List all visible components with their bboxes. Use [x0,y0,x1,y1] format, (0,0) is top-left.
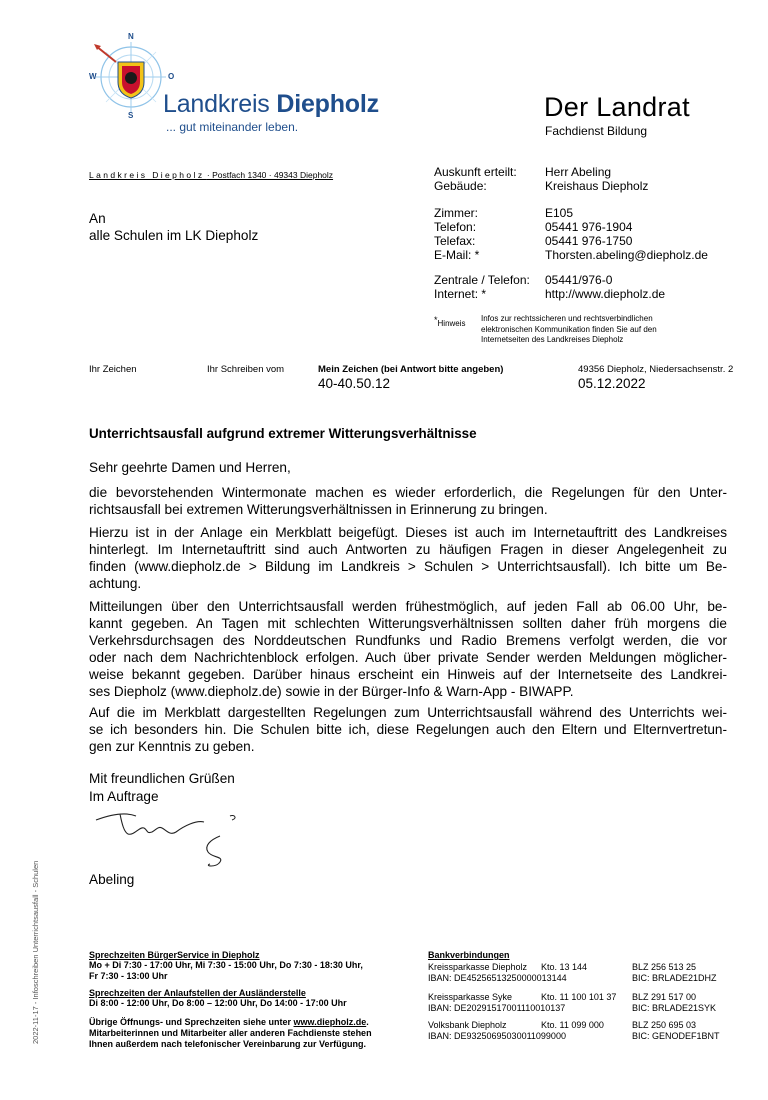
county-tagline: ... gut miteinander leben. [166,120,299,134]
sender-org: Landkreis Diepholz [89,170,205,180]
bank2-account: Kto. 11 100 101 37 [541,992,617,1002]
compass-o-label: O [168,72,175,81]
paragraph-2 [89,524,727,592]
footer-uebrige-pre: Übrige Öffnungs- und Sprechzeiten siehe unter [89,1017,294,1027]
closing-on-behalf: Im Auftrage [89,789,159,804]
handwritten-signature [92,806,252,875]
footer-uebrige-line-1 [89,1017,409,1028]
footer-website-link[interactable]: www.diepholz.de [293,1017,367,1027]
telefon-value: 05441 976-1904 [545,220,633,234]
footer-auslaender-heading: Sprechzeiten der Anlaufstellen der Ausländerstelle [89,988,306,998]
email-label: E-Mail: * [434,248,480,262]
contact-block-3 [434,273,665,301]
hinweis-label: Hinweis [437,319,466,328]
hinweis-text-line-2: elektronischen Kommunikation finden Sie auf den [481,324,657,334]
auskunft-value: Herr Abeling [545,165,612,179]
hinweis-text-line-1: Infos zur rechtssicheren und rechtsverbindlichen [481,314,653,323]
paragraph-4-line: Auf die im Merkblatt dargestellten Regelungen zum Unterrichtsausfall während des Unterrichts wei- [89,705,727,720]
sender-address-line [89,170,333,180]
auskunft-label: Auskunft erteilt: [434,165,517,179]
closing-greeting: Mit freundlichen Grüßen [89,771,235,786]
footer-auslaender-line: Di 8:00 - 12:00 Uhr, Do 8:00 – 12:00 Uhr, Do 14:00 - 17:00 Uhr [89,998,347,1008]
hinweis-star: * [434,315,438,325]
internet-label: Internet: * [434,287,487,301]
bank3-account: Kto. 11 099 000 [541,1020,604,1030]
paragraph-3 [89,598,727,700]
bank3-blz: BLZ 250 695 03 [632,1020,697,1030]
gebaeude-label: Gebäude: [434,179,487,193]
hinweis-text [481,314,657,346]
letter-subtitle: Fachdienst Bildung [545,124,648,138]
zimmer-label: Zimmer: [434,206,478,220]
mein-zeichen-value: 40-40.50.12 [318,376,391,391]
telefax-label: Telefax: [434,234,476,248]
paragraph-4-line: gen zur Kenntnis zu geben. [89,739,255,754]
paragraph-4 [89,704,727,755]
paragraph-3-line: Mitteilungen über den Unterrichtsausfall werden frühestmöglich, auf jeden Fall ab 06.00 Uhr, be- [89,599,727,614]
county-name [163,90,379,119]
mein-zeichen-label: Mein Zeichen (bei Antwort bitte angeben) [318,364,504,375]
paragraph-4-line: se ich besonders hin. Die Schulen bitte ich, diese Regelungen auch den Eltern und Elternvertretun- [89,722,727,737]
telefax-value: 05441 976-1750 [545,234,633,248]
footer-uebrige-line-3: Ihnen außerdem nach telefonischer Vereinbarung zur Verfügung. [89,1039,367,1049]
paragraph-3-line: weise bekannt gegeben. Darüber hinaus erscheint ein Hinweis auf der Internetseite des Landkrei- [89,667,727,682]
ort-label: 49356 Diepholz, Niedersachsenstr. 2 [578,364,734,375]
paragraph-3-line: kannt gegeben. An Tagen mit schlechten Witterungsverhältnissen sollten daher früh morgens die [89,616,727,631]
zimmer-value: E105 [545,206,574,220]
telefon-label: Telefon: [434,220,477,234]
footer-office-hours [89,950,409,1050]
county-name-light: Landkreis [163,90,277,118]
recipient-block [89,210,258,244]
footer-uebrige-post: . [366,1017,369,1027]
paragraph-3-line: Verkehrsdurchsagen des Norddeutschen Rundfunks und Radio Bremens verfolgt werden, die vor [89,633,727,648]
compass-w-label: W [89,72,97,81]
bank1-blz: BLZ 256 513 25 [632,962,697,972]
bank2-bic: BIC: BRLADE21SYK [632,1003,717,1013]
compass-s-label: S [128,111,134,120]
internet-link[interactable]: http://www.diepholz.de [545,287,666,301]
zentrale-label: Zentrale / Telefon: [434,273,530,287]
letter-subject: Unterrichtsausfall aufgrund extremer Witterungsverhältnisse [89,426,477,441]
paragraph-2-line: Hierzu ist in der Anlage ein Merkblatt beigefügt. Dieses ist auch im Internetauftritt des Landkreises [89,525,727,540]
footer-sprechzeiten-line-2: Fr 7:30 - 13:00 Uhr [89,971,168,981]
bank2-blz: BLZ 291 517 00 [632,992,697,1002]
bank3-iban: IBAN: DE93250695030011099000 [428,1031,566,1041]
contact-block [434,165,648,193]
sender-postal: · Postfach 1340 · 49343 Diepholz [206,170,334,180]
paragraph-1-line: die bevorstehenden Wintermonate machen es wieder erforderlich, die Regelungen für den Unter- [89,485,727,500]
contact-table-2 [434,206,708,262]
bank1-account: Kto. 13 144 [541,962,588,972]
recipient-line-2: alle Schulen im LK Diepholz [89,228,259,243]
bank2-name: Kreissparkasse Syke [428,992,513,1002]
paragraph-2-line: hinterlegt. Im Internetauftritt sind auch Antworten zu häufigen Fragen in dieser Angelegenheit zu [89,542,727,557]
paragraph-1-line: richtsausfall bei extremen Witterungsverhältnissen in Erinnerung zu bringen. [89,502,548,517]
document-file-note: 2022-11-17 - Infoschreiben Unterrichtsausfall - Schulen [31,860,40,1044]
paragraph-3-line: ses Diepholz (www.diepholz.de) sowie in der Bürger-Info & Warn-App - BIWAPP. [89,684,574,699]
email-link[interactable]: Thorsten.abeling@diepholz.de [545,248,708,262]
footer-sprechzeiten-line-1: Mo + Di 7:30 - 17:00 Uhr, Mi 7:30 - 15:00 Uhr, Do 7:30 - 18:30 Uhr, [89,960,363,970]
ihr-zeichen-label: Ihr Zeichen [89,364,137,375]
bank1-bic: BIC: BRLADE21DHZ [632,973,717,983]
letter-title: Der Landrat [544,92,690,122]
bank2-iban: IBAN: DE20291517001110010137 [428,1003,566,1013]
bank3-bic: BIC: GENODEF1BNT [632,1031,720,1041]
letter-date: 05.12.2022 [578,376,646,391]
paragraph-3-line: oder nach dem Nachrichtenblock erfolgen. Auch über private Sender werden Meldungen möglicher- [89,650,727,665]
hinweis-block [434,313,466,331]
salutation: Sehr geehrte Damen und Herren, [89,460,291,475]
ihr-schreiben-label: Ihr Schreiben vom [207,364,285,375]
paragraph-2-line: finden (www.diepholz.de > Bildung im Landkreis > Schulen > Unterrichtsausfall). Ich bitte um Be- [89,559,727,574]
bank3-name: Volksbank Diepholz [428,1020,507,1030]
paragraph-1 [89,484,727,518]
bank1-iban: IBAN: DE45256513250000013144 [428,973,567,983]
footer-bank-heading: Bankverbindungen [428,950,510,960]
footer-uebrige-line-2: Mitarbeiterinnen und Mitarbeiter aller anderen Fachdienste stehen [89,1028,372,1038]
compass-n-label: N [128,32,134,41]
zentrale-value: 05441/976-0 [545,273,613,287]
footer-sprechzeiten-heading: Sprechzeiten BürgerService in Diepholz [89,950,260,960]
hinweis-text-line-3: Internetseiten des Landkreises Diepholz [481,335,624,344]
bank1-name: Kreissparkasse Diepholz [428,962,528,972]
paragraph-2-line: achtung. [89,576,142,591]
contact-block-2 [434,206,708,262]
recipient-line-1: An [89,211,106,226]
contact-table-3 [434,273,665,301]
contact-table-1 [434,165,648,193]
gebaeude-value: Kreishaus Diepholz [545,179,649,193]
signatory-name: Abeling [89,872,135,887]
county-name-bold: Diepholz [276,90,379,118]
